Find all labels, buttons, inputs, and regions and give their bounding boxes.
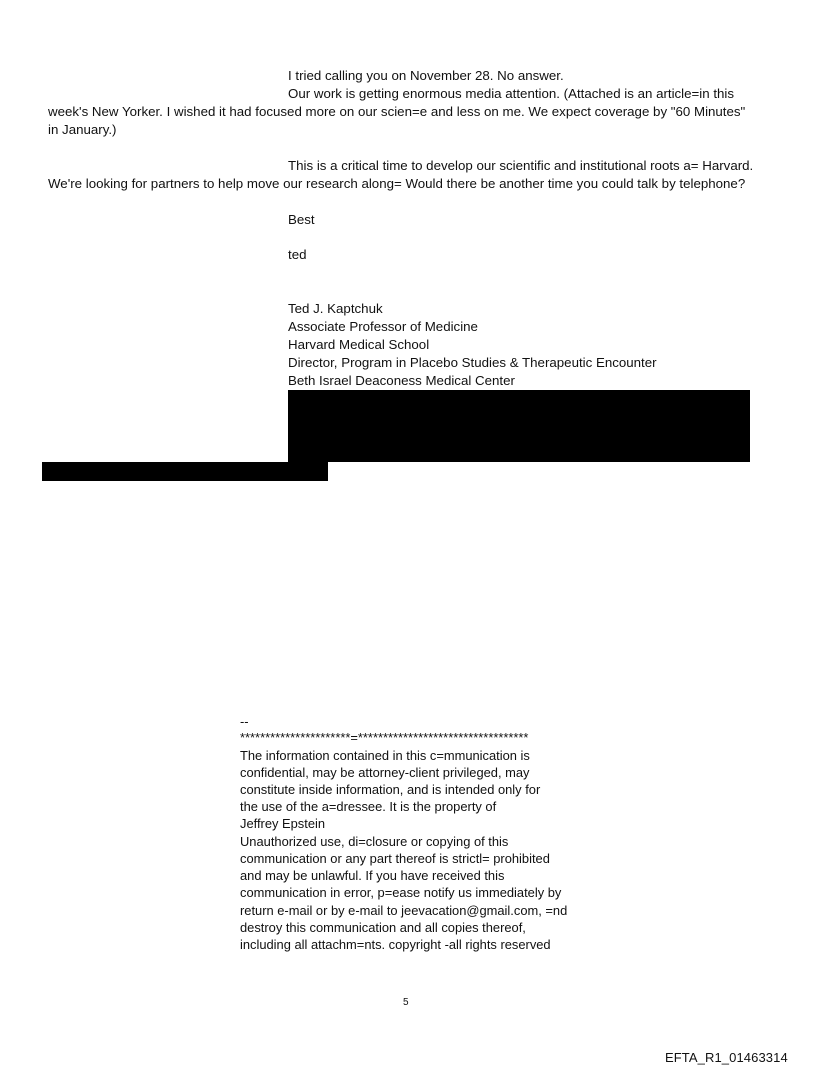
- disclaimer-line: destroy this communication and all copies thereof,: [240, 920, 526, 935]
- signature-title-1: Associate Professor of Medicine: [288, 319, 478, 334]
- redaction-block-signature: [288, 390, 750, 462]
- disclaimer-line: communication or any part thereof is strictl= prohibited: [240, 851, 550, 866]
- disclaimer-dashes: --: [240, 714, 249, 729]
- signature-name: Ted J. Kaptchuk: [288, 301, 383, 316]
- body-line-5: This is a critical time to develop our scientific and institutional roots a= Harvard.: [288, 158, 754, 173]
- body-line-2: Our work is getting enormous media attention. (Attached is an article=in this: [288, 86, 735, 101]
- signature-org-1: Harvard Medical School: [288, 337, 430, 352]
- disclaimer-line: confidential, may be attorney-client privileged, may: [240, 765, 530, 780]
- disclaimer-line: The information contained in this c=mmunication is: [240, 748, 530, 763]
- disclaimer-line: return e-mail or by e-mail to jeevacation@gmail.com, =nd: [240, 903, 568, 918]
- disclaimer-line: the use of the a=dressee. It is the property of: [240, 799, 497, 814]
- disclaimer-line: Unauthorized use, di=closure or copying of this: [240, 834, 509, 849]
- disclaimer-line: and may be unlawful. If you have received this: [240, 868, 505, 883]
- body-line-1: I tried calling you on November 28. No answer.: [288, 68, 564, 83]
- disclaimer-stars: **********************=**********************************: [240, 730, 529, 745]
- redaction-block-line: [42, 462, 328, 481]
- body-line-6: We're looking for partners to help move our research along= Would there be another time you could talk by telephone?: [48, 176, 746, 191]
- signature-org-2: Beth Israel Deaconess Medical Center: [288, 373, 515, 388]
- body-line-3: week's New Yorker. I wished it had focused more on our scien=e and less on me. We expect coverage by "60 Minutes": [48, 104, 746, 119]
- signature-title-2: Director, Program in Placebo Studies & Therapeutic Encounter: [288, 355, 657, 370]
- closing: Best: [288, 212, 315, 227]
- disclaimer-line: Jeffrey Epstein: [240, 816, 326, 831]
- disclaimer-line: constitute inside information, and is intended only for: [240, 782, 541, 797]
- sender-short: ted: [288, 247, 307, 262]
- disclaimer-line: communication in error, p=ease notify us immediately by: [240, 885, 562, 900]
- bates-number: EFTA_R1_01463314: [665, 1050, 788, 1065]
- page-number: 5: [403, 997, 409, 1008]
- body-line-4: in January.): [48, 122, 117, 137]
- disclaimer-line: including all attachm=nts. copyright -all rights reserved: [240, 937, 551, 952]
